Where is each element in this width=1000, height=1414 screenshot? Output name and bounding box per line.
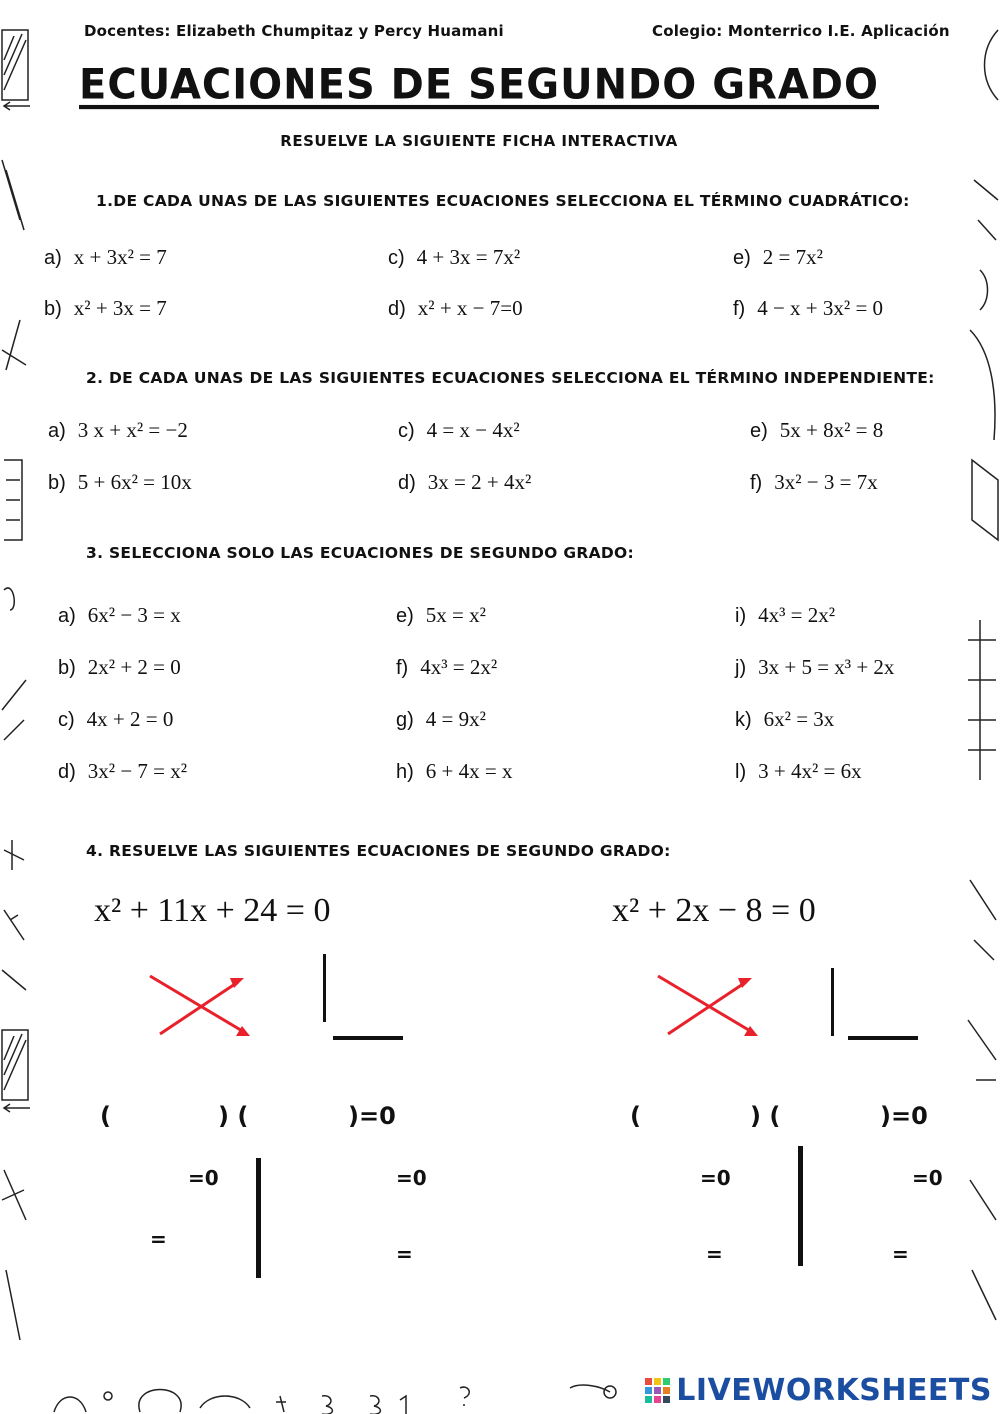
problem2-root2-input[interactable]: [914, 1238, 974, 1266]
problem1-factor-mid: ) (: [218, 1102, 249, 1130]
problem2-equation: x² + 2x − 8 = 0: [612, 892, 816, 929]
liveworksheets-brand-text: LIVEWORKSHEETS: [676, 1373, 992, 1408]
page-subtitle: RESUELVE LA SIGUIENTE FICHA INTERACTIVA: [280, 132, 678, 150]
section2-title: 2. DE CADA UNAS DE LAS SIGUIENTES ECUACIONES SELECCIONA EL TÉRMINO INDEPENDIENTE:: [86, 369, 935, 387]
section1-title: 1.DE CADA UNAS DE LAS SIGUIENTES ECUACIONES SELECCIONA EL TÉRMINO CUADRÁTICO:: [96, 192, 910, 210]
problem1-check-hline: [333, 1036, 403, 1040]
problem1-root2-eq-zero: =0: [396, 1166, 427, 1190]
problem1-factor-open: (: [100, 1102, 111, 1130]
s3-option-k[interactable]: k) 6x² = 3x: [735, 707, 835, 731]
s1-option-a[interactable]: a) x + 3x² = 7: [44, 245, 167, 269]
problem1-root1-eq-zero: =0: [188, 1166, 219, 1190]
page-title: ECUACIONES DE SEGUNDO GRADO: [79, 60, 879, 110]
s2-option-a[interactable]: a) 3 x + x² = −2: [48, 418, 188, 442]
s3-option-l[interactable]: l) 3 + 4x² = 6x: [735, 759, 862, 783]
problem1-root1-equals: =: [150, 1227, 167, 1251]
problem1-factor2-input[interactable]: [258, 1104, 344, 1132]
s3-option-b[interactable]: b) 2x² + 2 = 0: [58, 655, 181, 679]
problem1-equation: x² + 11x + 24 = 0: [94, 892, 331, 929]
problem2-check-vline: [831, 968, 834, 1036]
section3-title: 3. SELECCIONA SOLO LAS ECUACIONES DE SEGUNDO GRADO:: [86, 544, 635, 562]
section4-title: 4. RESUELVE LAS SIGUIENTES ECUACIONES DE SEGUNDO GRADO:: [86, 842, 671, 860]
problem2-cross-arrows: [654, 972, 766, 1045]
left-doodles: [0, 20, 40, 1400]
problem2-root1-input[interactable]: [726, 1238, 792, 1266]
s2-option-e[interactable]: e) 5x + 8x² = 8: [750, 418, 884, 442]
s3-option-e[interactable]: e) 5x = x²: [396, 603, 486, 627]
s2-option-c[interactable]: c) 4 = x − 4x²: [398, 418, 520, 442]
s1-option-d[interactable]: d) x² + x − 7=0: [388, 296, 523, 320]
s3-option-j[interactable]: j) 3x + 5 = x³ + 2x: [735, 655, 895, 679]
problem2-root1-equals: =: [706, 1242, 723, 1266]
problem1-root2-equals: =: [396, 1242, 413, 1266]
problem2-factor2-input[interactable]: [790, 1104, 876, 1132]
bottom-doodles: [50, 1372, 690, 1414]
problem2-root1-eq-zero: =0: [700, 1166, 731, 1190]
s3-option-f[interactable]: f) 4x³ = 2x²: [396, 655, 498, 679]
problem1-cross-arrows: [146, 972, 258, 1045]
problem1-factor-end: )=0: [348, 1102, 396, 1130]
s3-option-c[interactable]: c) 4x + 2 = 0: [58, 707, 174, 731]
problem1-factor1-input[interactable]: [122, 1104, 212, 1132]
s3-option-h[interactable]: h) 6 + 4x = x: [396, 759, 513, 783]
problem2-factor1-input[interactable]: [652, 1104, 742, 1132]
s1-option-c[interactable]: c) 4 + 3x = 7x²: [388, 245, 521, 269]
problem2-factor-end: )=0: [880, 1102, 928, 1130]
problem1-check-vline: [323, 954, 326, 1022]
s3-option-d[interactable]: d) 3x² − 7 = x²: [58, 759, 188, 783]
s2-option-f[interactable]: f) 3x² − 3 = 7x: [750, 470, 878, 494]
s3-option-g[interactable]: g) 4 = 9x²: [396, 707, 486, 731]
school-text: Colegio: Monterrico I.E. Aplicación: [652, 22, 950, 40]
s1-option-e[interactable]: e) 2 = 7x²: [733, 245, 823, 269]
teachers-text: Docentes: Elizabeth Chumpitaz y Percy Huamani: [84, 22, 504, 40]
problem1-root2-input[interactable]: [418, 1238, 488, 1266]
s3-option-i[interactable]: i) 4x³ = 2x²: [735, 603, 836, 627]
liveworksheets-logo: [645, 1373, 992, 1408]
problem1-root1-input[interactable]: [172, 1222, 242, 1250]
problem2-check-hline: [848, 1036, 918, 1040]
liveworksheets-logo-icon: [645, 1378, 670, 1403]
problem2-root2-eq-zero: =0: [912, 1166, 943, 1190]
s2-option-b[interactable]: b) 5 + 6x² = 10x: [48, 470, 192, 494]
problem1-divider: [256, 1158, 261, 1278]
problem2-factor-open: (: [630, 1102, 641, 1130]
s2-option-d[interactable]: d) 3x = 2 + 4x²: [398, 470, 532, 494]
problem2-divider: [798, 1146, 803, 1266]
s1-option-f[interactable]: f) 4 − x + 3x² = 0: [733, 296, 884, 320]
right-doodles: [960, 20, 1000, 1400]
problem2-factor-mid: ) (: [750, 1102, 781, 1130]
s3-option-a[interactable]: a) 6x² − 3 = x: [58, 603, 181, 627]
s1-option-b[interactable]: b) x² + 3x = 7: [44, 296, 167, 320]
problem2-root2-equals: =: [892, 1242, 909, 1266]
